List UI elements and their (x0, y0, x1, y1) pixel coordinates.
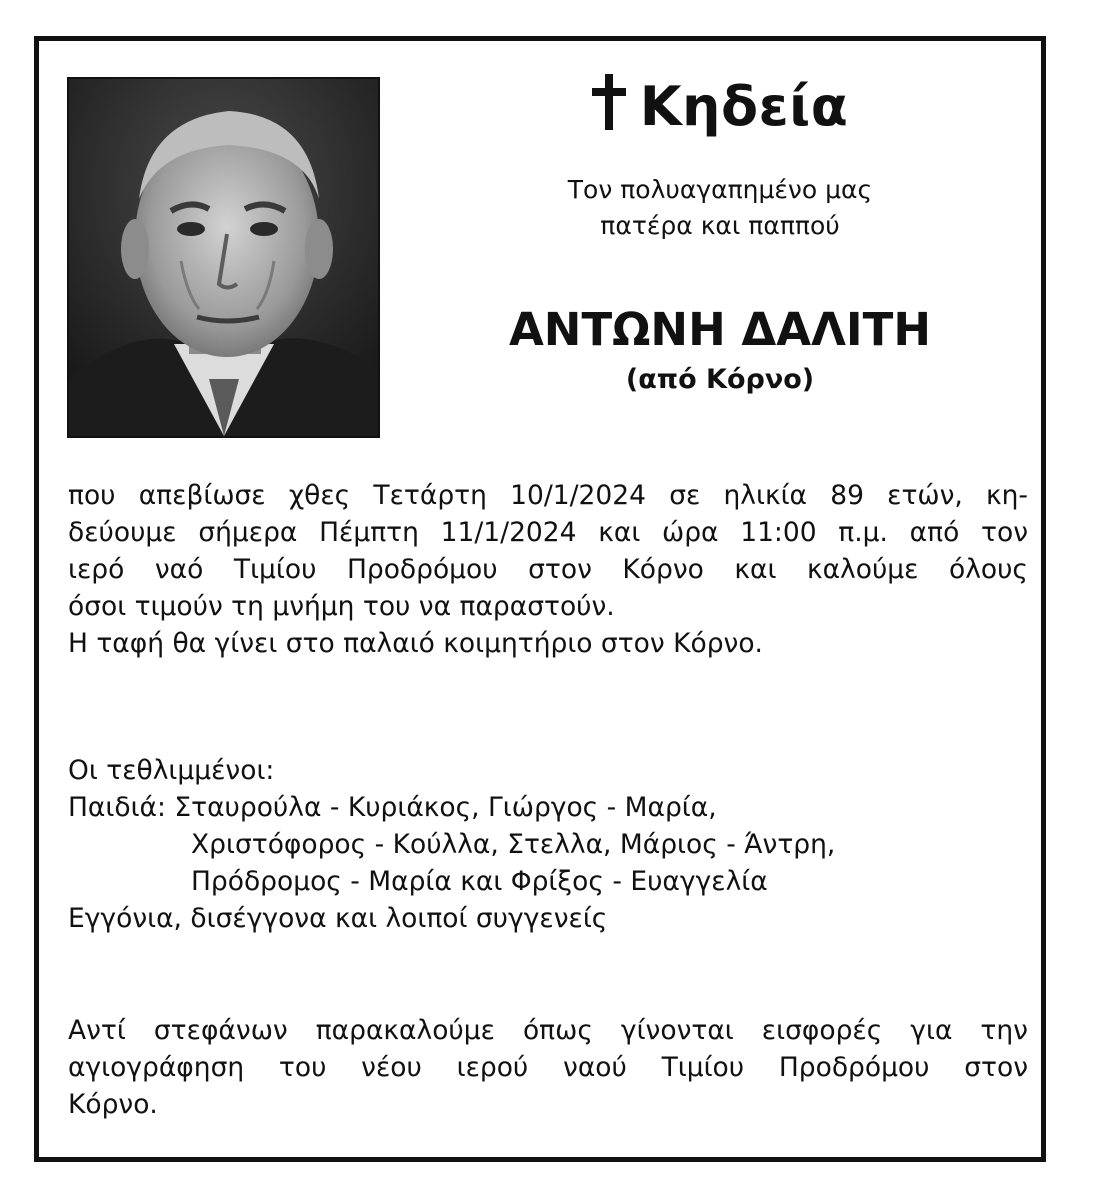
intro-line: πατέρα και παππού (600, 211, 840, 240)
burial-line: Η ταφή θα γίνει στο παλαιό κοιμητήριο στον Κόρνο. (68, 628, 763, 659)
latin-cross-icon (592, 74, 626, 147)
mourners-heading: Οι τεθλιμμένοι: (68, 755, 275, 786)
intro-line: Τον πολυαγαπημένο μας (567, 175, 873, 204)
children-label: Παιδιά: (68, 792, 166, 823)
deceased-origin: (από Κόρνο) (625, 364, 815, 395)
children-line: Πρόδρομος - Μαρία και Φρίξος - Ευαγγελία (191, 866, 768, 897)
announcement-line: όσοι τιμούν τη μνήμη του να παραστούν. (68, 591, 615, 622)
other-relatives: Εγγόνια, δισέγγονα και λοιποί συγγενείς (68, 903, 608, 934)
deceased-name: ΑΝΤΩΝΗ ΔΑΛΙΤΗ (508, 303, 931, 356)
closing-line: Αντί στεφάνων παρακαλούμε όπως γίνονται εισφορές για την (68, 1015, 1028, 1046)
children-line: Σταυρούλα - Κυριάκος, Γιώργος - Μαρία, (174, 792, 717, 823)
portrait-photo (67, 77, 380, 438)
closing-paragraph (68, 1012, 1028, 1123)
announcement-line: ιερό ναό Τιμίου Προδρόμου στον Κόρνο και καλούμε όλους (68, 554, 1028, 585)
announcement-line: που απεβίωσε χθες Τετάρτη 10/1/2024 σε ηλικία 89 ετών, κη- (68, 480, 1028, 511)
children-line: Χριστόφορος - Κούλλα, Στελλα, Μάριος - Άντρη, (191, 829, 836, 860)
intro-text (440, 172, 1000, 244)
closing-line: Κόρνο. (68, 1089, 158, 1120)
closing-line: αγιογράφηση του νέου ιερού ναού Τιμίου Προδρόμου στον (68, 1052, 1028, 1083)
mourners-section (68, 752, 1028, 937)
children-row (68, 789, 1028, 826)
announcement-paragraph (68, 477, 1028, 662)
title-text: Κηδεία (639, 75, 849, 138)
notice-title (440, 72, 1000, 142)
announcement-line: δεύουμε σήμερα Πέμπτη 11/1/2024 και ώρα 11:00 π.μ. από τον (68, 517, 1028, 548)
